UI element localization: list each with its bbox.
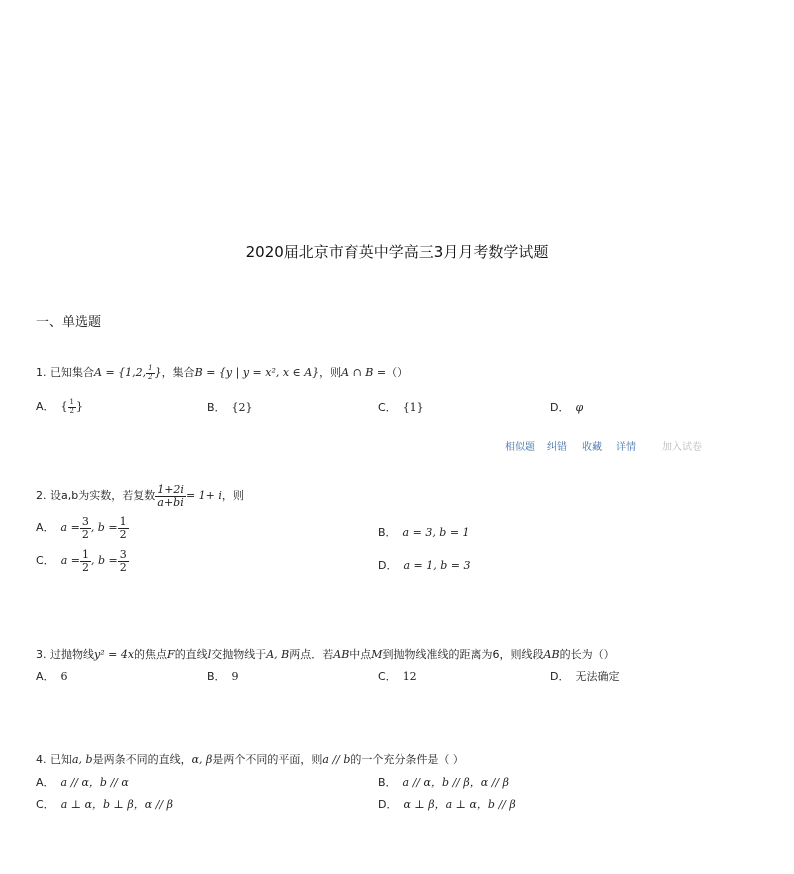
- option-label: C．: [36, 798, 55, 811]
- q3-text: 两点．若: [289, 648, 334, 661]
- question-3-stem: [36, 646, 615, 662]
- q1-prefix: 1. 已知集合: [36, 366, 94, 379]
- detail-link[interactable]: 详情: [616, 442, 636, 453]
- q3-math: y² = 4x: [94, 648, 135, 661]
- q2-prefix: 2. 设a,b为实数，若复数: [36, 489, 156, 503]
- q4-text: 4. 已知: [36, 753, 72, 766]
- q1-option-c[interactable]: [378, 399, 424, 415]
- section-heading: 一、单选题: [36, 315, 102, 330]
- option-text: {: [60, 400, 68, 413]
- option-text: φ: [575, 401, 584, 414]
- option-text: , b =: [90, 554, 118, 568]
- option-text: a =: [60, 554, 80, 568]
- similar-question-link[interactable]: 相似题: [505, 442, 535, 453]
- q4-math: a // b: [322, 753, 351, 766]
- q4-option-b[interactable]: [378, 774, 509, 790]
- option-text: , b =: [90, 521, 118, 535]
- q1-expr: A ∩ B =: [341, 366, 387, 379]
- question-2-stem: [36, 484, 244, 508]
- option-label: A．: [36, 400, 55, 413]
- option-label: D．: [378, 798, 398, 811]
- option-label: B．: [207, 401, 226, 414]
- q1-option-a[interactable]: [36, 398, 83, 415]
- option-fraction: $\frac{1}{2}$: [81, 548, 89, 574]
- q4-text: 的一个充分条件是（ ）: [350, 753, 464, 766]
- q2-eq: = 1+ i: [185, 489, 222, 503]
- q4-option-d[interactable]: [378, 796, 516, 812]
- option-label: A．: [36, 521, 55, 535]
- favorite-link[interactable]: 收藏: [582, 442, 602, 453]
- option-fraction: $\frac{3}{2}$: [81, 515, 89, 541]
- option-label: C．: [378, 401, 397, 414]
- option-label: B．: [378, 526, 397, 539]
- q3-option-b[interactable]: [207, 668, 239, 684]
- q2-option-d[interactable]: [378, 557, 471, 573]
- option-label: B．: [207, 670, 226, 683]
- q3-math: AB: [333, 648, 350, 661]
- q2-option-b[interactable]: [378, 524, 470, 540]
- option-text: a = 1, b = 3: [403, 559, 471, 572]
- option-label: D．: [550, 670, 570, 683]
- option-text: 无法确定: [575, 670, 620, 683]
- option-text: α ⊥ β，a ⊥ α，b // β: [403, 798, 516, 811]
- question-4-stem: [36, 751, 464, 767]
- q3-text: 到抛物线准线的距离为6，则线段: [382, 648, 544, 661]
- q1-option-d[interactable]: [550, 399, 583, 415]
- option-text: {2}: [231, 401, 253, 414]
- q1-setB: B = {y | y = x², x ∈ A}: [194, 366, 320, 379]
- option-label: D．: [378, 559, 398, 572]
- q4-math: a, b: [72, 753, 93, 766]
- q1-option-a-fraction: $\frac{1}{2}$: [69, 398, 74, 415]
- q3-text: 交抛物线于: [211, 648, 267, 661]
- option-text: {1}: [402, 401, 424, 414]
- q2-option-a[interactable]: [36, 516, 129, 540]
- question-1-stem: [36, 364, 408, 381]
- option-fraction: $\frac{1}{2}$: [119, 515, 127, 541]
- option-text: a ⊥ α，b ⊥ β，α // β: [60, 798, 173, 811]
- option-text: 6: [60, 670, 68, 683]
- q4-text: 是两条不同的直线，: [92, 753, 192, 766]
- option-text: a =: [60, 521, 80, 535]
- option-label: C．: [36, 554, 55, 568]
- q1-mid: ，集合: [161, 366, 195, 379]
- option-text: a // α，b // α: [60, 776, 129, 789]
- q3-math: F: [167, 648, 175, 661]
- option-text: }: [76, 400, 83, 413]
- q4-text: 是两个不同的平面，则: [212, 753, 323, 766]
- option-label: C．: [378, 670, 397, 683]
- q1-setA: A = {1,2, $\frac{1}{2}$ }: [94, 364, 162, 381]
- q3-option-c[interactable]: [378, 668, 417, 684]
- q2-tail: ，则: [221, 489, 244, 503]
- q3-text: 的焦点: [134, 648, 168, 661]
- q3-option-d[interactable]: [550, 668, 619, 684]
- page-title: 2020届北京市育英中学高三3月月考数学试题: [245, 243, 549, 261]
- option-text: a // α，b // β，α // β: [402, 776, 509, 789]
- q3-text: 的直线: [174, 648, 208, 661]
- q4-option-a[interactable]: [36, 774, 129, 790]
- q3-text: 的长为（）: [559, 648, 615, 661]
- q3-text: 中点: [349, 648, 372, 661]
- option-label: A．: [36, 776, 55, 789]
- option-label: B．: [378, 776, 397, 789]
- q1-then: ，则: [319, 366, 342, 379]
- q4-option-c[interactable]: [36, 796, 173, 812]
- q1-option-b[interactable]: [207, 399, 253, 415]
- q3-math: M: [371, 648, 383, 661]
- option-fraction: $\frac{3}{2}$: [119, 548, 127, 574]
- add-to-paper-button[interactable]: 加入试卷: [662, 442, 702, 453]
- q3-text: 3. 过抛物线: [36, 648, 94, 661]
- q3-math: AB: [543, 648, 560, 661]
- option-text: 9: [231, 670, 239, 683]
- option-text: a = 3, b = 1: [402, 526, 470, 539]
- option-text: 12: [402, 670, 417, 683]
- option-label: D．: [550, 401, 570, 414]
- report-error-link[interactable]: 纠错: [547, 442, 567, 453]
- q1-setA-fraction: $\frac{1}{2}$: [148, 364, 153, 381]
- q4-math: α, β: [191, 753, 213, 766]
- option-label: A．: [36, 670, 55, 683]
- q3-math: l: [207, 648, 212, 661]
- q2-fraction: $\frac{1+2i}{a+bi}$: [157, 483, 184, 509]
- q3-math: A, B: [266, 648, 290, 661]
- q2-option-c[interactable]: [36, 549, 129, 573]
- q3-option-a[interactable]: [36, 668, 68, 684]
- q1-blank: （）: [386, 366, 409, 379]
